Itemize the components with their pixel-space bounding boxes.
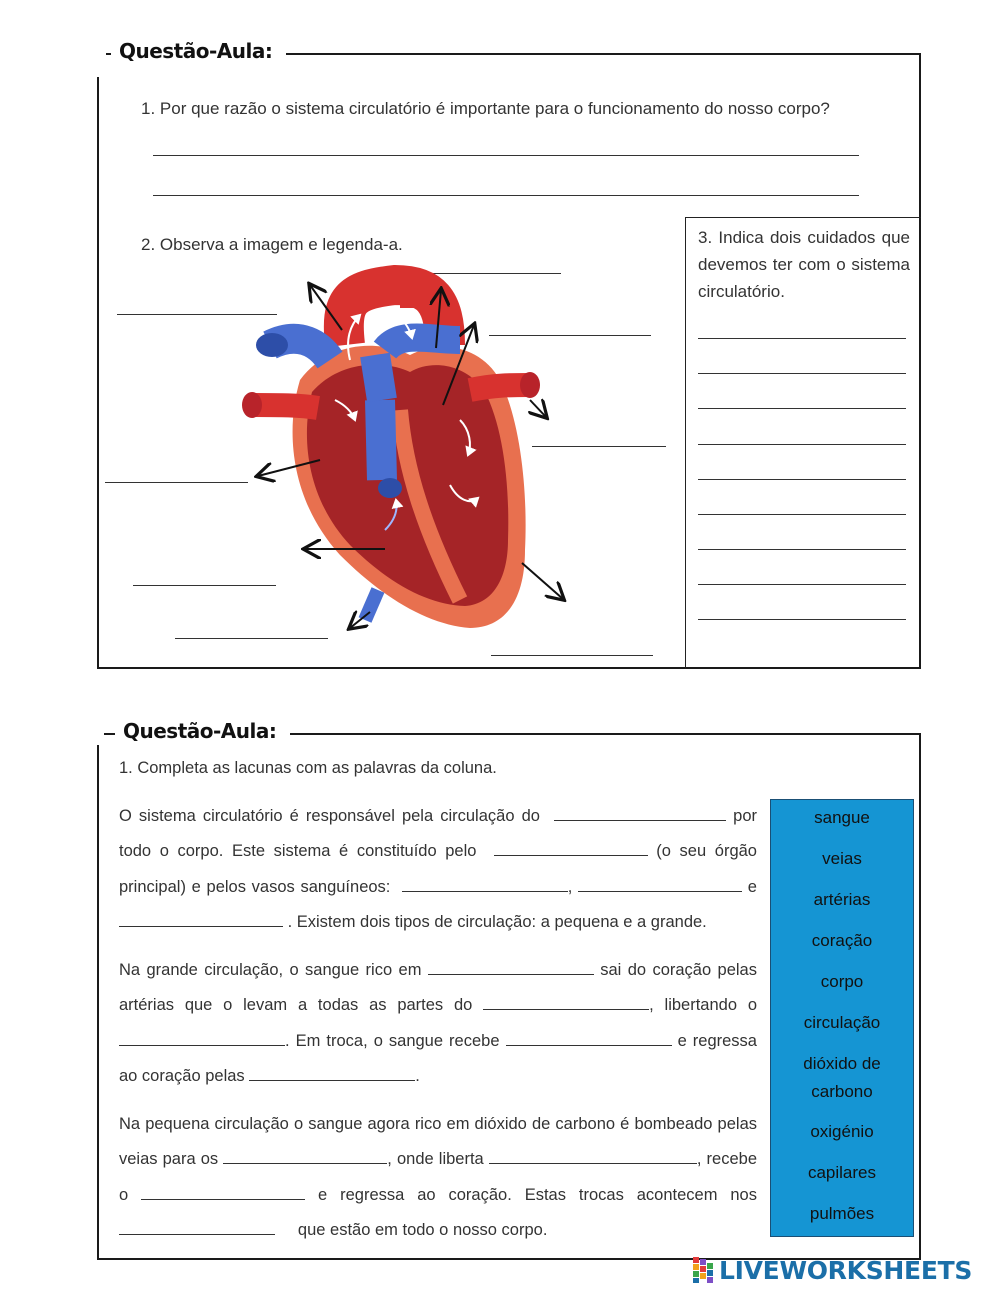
answer-line[interactable] [698,338,906,339]
word-item[interactable]: veias [822,849,862,868]
logo-text: LIVEWORKSHEETS [719,1255,973,1285]
blank-input[interactable] [554,803,726,821]
logo-icon [693,1257,715,1283]
blank-input[interactable] [119,1028,285,1046]
section-title: Questão-Aula: [111,39,286,63]
answer-line[interactable] [153,195,859,196]
paragraph-1: O sistema circulatório é responsável pela circulação do por todo o corpo. Este sistema é constituído pelo (o seu órgão principal) e pelos vasos sanguíneos: , e . Existem dois tipos de circulação: a pequena e a grande. [119,799,757,940]
word-bank [770,799,914,1237]
blank-input[interactable] [141,1182,305,1200]
word-item[interactable]: capilares [807,1163,877,1182]
answer-line[interactable] [698,373,906,374]
blank-input[interactable] [578,874,742,892]
blank-input[interactable] [506,1028,672,1046]
answer-line[interactable] [698,444,906,445]
question-1-text: 1. Por que razão o sistema circulatório é importante para o funcionamento do nosso corpo? [141,99,830,118]
care-box [685,217,921,669]
blank-input[interactable] [119,909,283,927]
word-item[interactable]: corpo [820,972,864,991]
word-item[interactable]: dióxido de carbono [803,1054,881,1101]
word-item[interactable]: pulmões [809,1204,875,1223]
answer-line[interactable] [698,408,906,409]
paragraph-3: Na pequena circulação o sangue agora rico em dióxido de carbono é bombeado pelas veias para os , onde liberta , recebe o e regressa ao coração. Estas trocas acontecem nos que estão em todo o nosso corpo. [119,1115,757,1239]
answer-line[interactable] [698,479,906,480]
blank-input[interactable] [223,1146,387,1164]
question-section-2 [97,719,921,1260]
question-3-text: 3. Indica dois cuidados que devemos ter com o sistema circulatório. [698,228,910,301]
label-line[interactable] [491,655,653,656]
word-item[interactable]: artérias [813,890,871,909]
word-item[interactable]: coração [811,931,873,950]
answer-line[interactable] [698,619,906,620]
answer-line[interactable] [153,155,859,156]
word-item[interactable]: circulação [803,1013,881,1032]
answer-line[interactable] [698,514,906,515]
answer-line[interactable] [698,584,906,585]
word-item[interactable]: oxigénio [810,1122,874,1141]
word-item[interactable]: sangue [814,808,870,827]
blank-input[interactable] [483,992,649,1010]
paragraph-2: Na grande circulação, o sangue rico em sai do coração pelas artérias que o levam a todas as partes do , libertando o . Em troca, o sangue recebe e regressa ao coração pelas . [119,953,757,1094]
blank-input[interactable] [428,957,594,975]
answer-line[interactable] [698,549,906,550]
heart-diagram [140,220,600,640]
section-title: Questão-Aula: [115,719,290,743]
blank-input[interactable] [119,1217,275,1235]
liveworksheets-logo[interactable] [693,1254,972,1286]
blank-input[interactable] [402,874,568,892]
blank-input[interactable] [489,1146,697,1164]
blank-input[interactable] [494,838,648,856]
question-2-text: 2. Observa a imagem e legenda-a. [141,235,403,254]
blank-input[interactable] [249,1063,415,1081]
instruction-text: 1. Completa as lacunas com as palavras da coluna. [119,759,497,777]
